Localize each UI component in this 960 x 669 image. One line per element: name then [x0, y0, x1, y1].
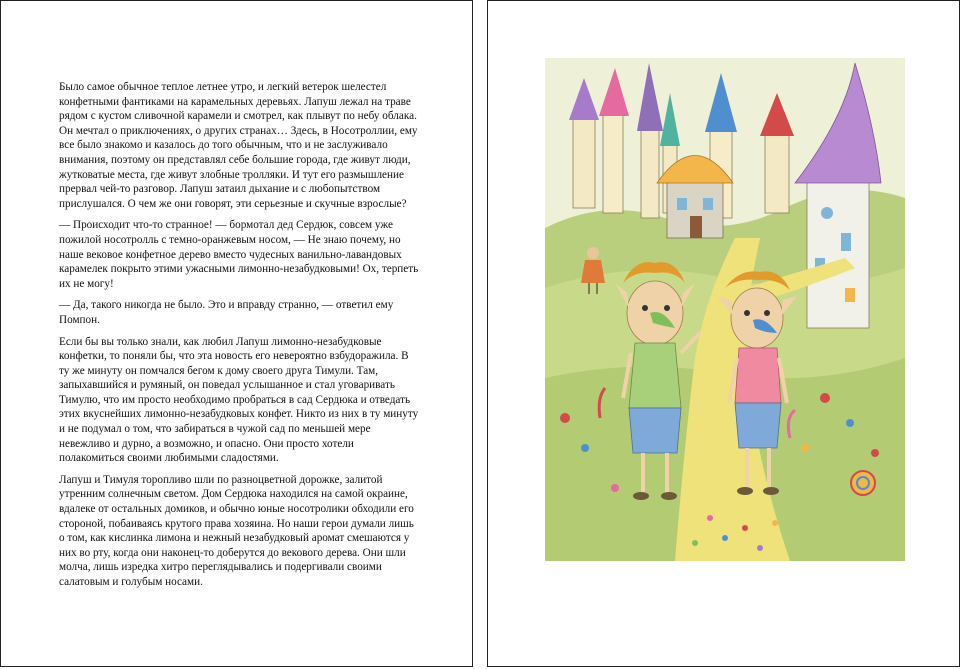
- story-illustration: [545, 58, 905, 561]
- paragraph: Лапуш и Тимуля торопливо шли по разноцветной дорожке, залитой утренним солнечным светом. Дом Сердюка находился на самой окраине, вдалеке от остальных домиков, и обычно юные носотролики обходили его стороной, побаиваясь крутого права хозяина. Но наши герои думали лишь о том, как кислинка лимона и нежный незабудковый аромат смешаются у них во рту, когда они наконец-то доберутся до векового дерева. Они шли молча, лишь изредка хитро переглядывались и подергивали своими салатовым и голубым носами.: [59, 473, 414, 588]
- paragraph: Если бы вы только знали, как любил Лапуш лимонно-незабудковые конфетки, то поняли бы, что эта новость его невероятно взбудоражила. В ту же минуту он помчался бегом к дому своего друга Тимули. Там, запыхавшийся и румяный, он поведал услышанное и стал уговаривать Тимулю, что им просто необходимо пробраться в сад Сердюка и отведать этих вкуснейших лимонно-незабудковых конфет. Никто из них в ту минуту и не подумал о том, что забираться в чужой сад по меньшей мере невежливо и дурно, а возможно, и опасно. Они просто хотели полакомиться своими любимыми сладостями.: [59, 335, 419, 465]
- illustration-svg: [545, 58, 905, 561]
- left-page: [0, 0, 473, 667]
- paragraph: — Да, такого никогда не было. Это и вправду странно, — ответил ему Помпон.: [59, 299, 394, 326]
- paragraph: — Происходит что-то странное! — бормотал дед Сердюк, совсем уже пожилой носотролль с темно-оранжевым носом, — Не знаю почему, но наше вековое конфетное дерево вместо чудесных ванильно-лавандовых карамелек покрыто этими ужасными лимонно-незабудковыми! Ох, терпеть их не могу!: [59, 219, 419, 290]
- right-page: [487, 0, 960, 667]
- story-text: [59, 80, 421, 597]
- paragraph: Было самое обычное теплое летнее утро, и легкий ветерок шелестел конфетными фантиками на карамельных деревьях. Лапуш лежал на траве рядом с кустом сливочной карамели и смотрел, как плывут по небу облака. Он мечтал о приключениях, о других странах… Здесь, в Носотроллии, ему все было знакомо и казалось до того обычным, что и не заслуживало внимания, поэтому он представлял себе большие города, где живут люди, жутковатые места, где живут злобные тролляки. И тут его размышление прервал чей-то разговор. Лапуш затаил дыхание и с любопытством прислушался. О чем же они говорят, эти серьезные и скучные взрослые?: [59, 81, 418, 210]
